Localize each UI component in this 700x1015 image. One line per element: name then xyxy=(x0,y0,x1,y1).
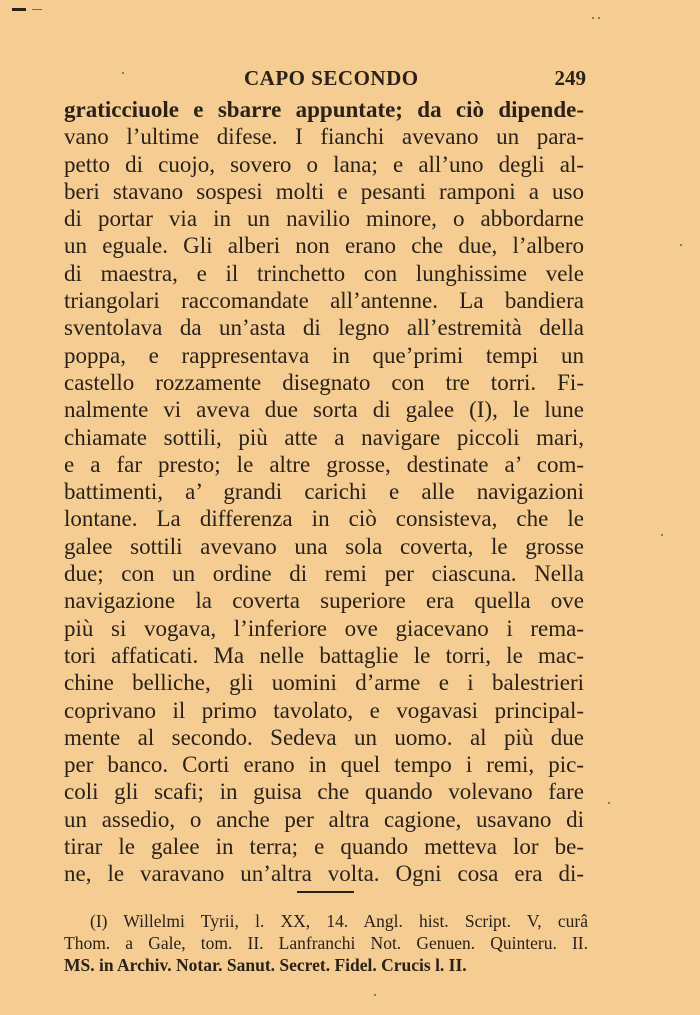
text-line: graticciuole e sbarre appuntate; da ciò dipende- xyxy=(64,97,584,122)
text-line: un assedio, o anche per altra cagione, usavano di xyxy=(64,806,584,832)
paper-speck xyxy=(598,17,600,19)
text-line: per banco. Corti erano in quel tempo i remi, pic- xyxy=(64,752,584,778)
text-line: coprivano il primo tavolato, e vogavasi principal- xyxy=(64,697,584,723)
page-number: 249 xyxy=(554,66,586,90)
text-line: navigazione la coverta superiore era quella ove xyxy=(64,588,584,614)
text-line: galee sottili avevano una sola coverta, le grosse xyxy=(64,533,584,559)
paper-speck xyxy=(661,534,663,536)
scan-mark xyxy=(12,8,26,11)
text-line: mente al secondo. Sedeva un uomo. al più due xyxy=(64,724,584,750)
text-line: ne, le varavano un’altra volta. Ogni cosa era di- xyxy=(64,861,584,887)
text-line: e a far presto; le altre grosse, destinate a’ com- xyxy=(64,451,584,477)
text-line: beri stavano sospesi molti e pesanti ramponi a uso xyxy=(64,178,584,204)
text-line: lontane. La differenza in ciò consisteva, che le xyxy=(64,506,584,532)
text-line: petto di cuojo, sovero o lana; e all’uno degli al- xyxy=(64,151,584,177)
text-line: chine belliche, gli uomini d’arme e i balestrieri xyxy=(64,670,584,696)
text-line: un eguale. Gli alberi non erano che due, l’albero xyxy=(64,233,584,259)
text-line: di maestra, e il trinchetto con lunghissime vele xyxy=(64,260,584,286)
text-line: poppa, e rappresentava in que’primi tempi un xyxy=(64,342,584,368)
paper-speck xyxy=(608,802,610,804)
footnote-divider xyxy=(297,891,354,893)
page-header xyxy=(64,66,586,96)
text-line: battimenti, a’ grandi carichi e alle navigazioni xyxy=(64,479,584,505)
text-line: chiamate sottili, più atte a navigare piccoli mari, xyxy=(64,424,584,450)
footnotes xyxy=(64,910,588,976)
text-line: castello rozzamente disegnato con tre torri. Fi- xyxy=(64,369,584,395)
running-head: CAPO SECONDO xyxy=(244,66,419,90)
text-line: triangolari raccomandate all’antenne. La bandiera xyxy=(64,288,584,314)
body-text xyxy=(64,96,584,888)
text-line: tirar le galee in terra; e quando metteva lor be- xyxy=(64,834,584,860)
paper-speck xyxy=(374,994,376,996)
footnote-line: (I) Willelmi Tyrii, l. XX, 14. Angl. hist. Script. V, curâ xyxy=(90,911,588,931)
text-line: coli gli scafi; in guisa che quando volevano fare xyxy=(64,779,584,805)
text-line: sventolava da un’asta di legno all’estremità della xyxy=(64,315,584,341)
text-line: di portar via in un navilio minore, o abbordarne xyxy=(64,206,584,232)
text-line: tori affaticati. Ma nelle battaglie le torri, le mac- xyxy=(64,642,584,668)
text-line: vano l’ultime difese. I fianchi avevano un para- xyxy=(64,124,584,150)
text-line: più si vogava, l’inferiore ove giacevano i rema- xyxy=(64,615,584,641)
footnote-line: Thom. a Gale, tom. II. Lanfranchi Not. Genuen. Quinteru. II. xyxy=(64,933,588,953)
footnote-line: MS. in Archiv. Notar. Sanut. Secret. Fidel. Crucis l. II. xyxy=(64,955,467,975)
scan-mark xyxy=(32,9,42,10)
text-line: nalmente vi aveva due sorta di galee (I), le lune xyxy=(64,397,584,423)
text-line: due; con un ordine di remi per ciascuna. Nella xyxy=(64,561,584,587)
paper-speck xyxy=(592,17,594,19)
paper-speck xyxy=(680,244,682,246)
